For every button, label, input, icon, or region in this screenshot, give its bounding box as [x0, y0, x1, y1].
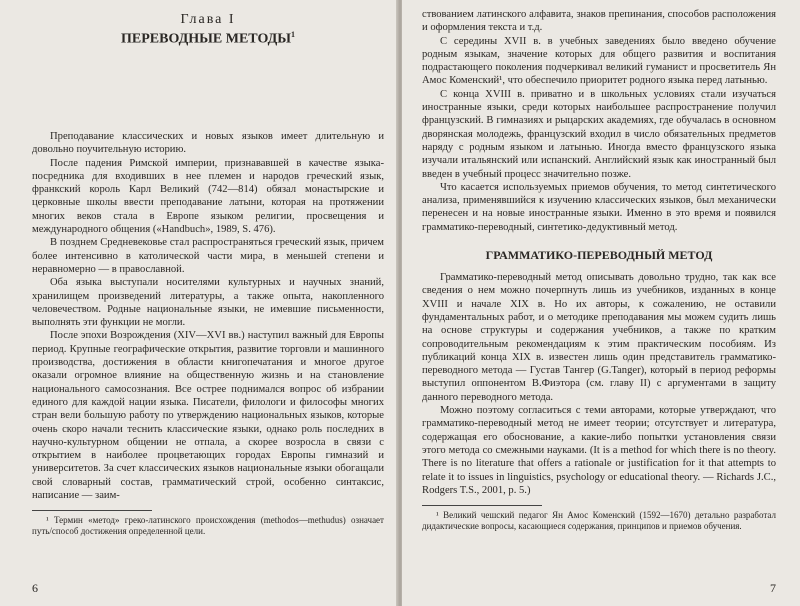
paragraph: Можно поэтому согласиться с теми авторами, которые утверждают, что грамматико-переводный метод не имеет теории; отсутствует и литература, содержащая его обоснование, а какие-либо попытки установления связи этого метода со смежными науками. (It is a method for which there is no theory. There is no literature that offers a rationale or justification for it that attempts to relate it to issues in linguistics, psychology or educational theory. — Richards J.C., Rodgers T.S., 2001, p. 5.) — [422, 405, 776, 496]
paragraph: С конца XVIII в. приватно и в школьных условиях стали изучаться иностранные языки, среди которых наибольшее распространение получил французский. В гимназиях и рыцарских академиях, где обучалась в основном дворянская молодежь, французский входил в число обязательных предметов наряду с родным языком и латынью. Иногда вместо французского языка изучали итальянский или испанский. Английский язык как иностранный был введен в учебный процесс значительно позже. — [422, 88, 776, 180]
paragraph: Что касается используемых приемов обучения, то метод синтетического анализа, применявшийся к изучению классических языков, был механически перенесен и на новые иностранные языки. Именно в это время и появился грамматико-переводный, синтетико-дедуктивный метод. — [422, 181, 776, 233]
paragraph: В позднем Средневековье стал распространяться греческий язык, причем более интенсивно в католической части мира, в меньшей степени и неравномерно — в православной. — [32, 237, 384, 275]
paragraph: Преподавание классических и новых языков имеет длительную и довольно поучительную историю. — [32, 131, 384, 156]
footnote-rule — [422, 505, 542, 506]
right-page — [402, 0, 800, 606]
paragraph: Оба языка выступали носителями культурных и научных знаний, хранилищем произведений литературы, а также опыта, накопленного человечеством. Родные национальные языки, не имевшие письменности, выполнять эти функции не могли. — [32, 277, 384, 329]
page-number: 6 — [32, 581, 38, 595]
chapter-number: Глава I — [180, 12, 236, 27]
chapter-title-footnote-mark: 1 — [291, 30, 296, 39]
paragraph: После эпохи Возрождения (XIV—XVI вв.) наступил важный для Европы период. Крупные географические открытия, развитие торговли и машинного производства, достижения в области книгопечатания и многое другое оказали огромное влияние на общественную жизнь и на становление национального самосознания. Все острее поднимался вопрос об избрании единого для каждой нации языка. Писатели, филологи и философы многих стран вели большую работу по утверждению национальных языков, которые очень скоро начали теснить классические языки, однако роль последних в научно-культурном общении не отпала, а скорее возросла в связи с открытием в наиболее процветающих городах Европы гимназий и университетов. За счет классических языков национальные языки обогащали свой словарный состав, грамматический строй, особенно синтаксис, написание — заим- — [32, 330, 384, 502]
paragraph: После падения Римской империи, признававшей в качестве языка-посредника для входивших в нее племен и народов греческий язык, франкский король Карл Великий (742—814) обязал монастырские и церковные школы ввести преподавание латыни, которая на протяжении многих веков стала в Европе языком религии, просвещения и международного общения («Handbuch», 1989, S. 476). — [32, 157, 384, 236]
chapter-title — [32, 30, 384, 48]
section-title: ГРАММАТИКО-ПЕРЕВОДНЫЙ МЕТОД — [485, 248, 713, 263]
chapter-heading-block — [32, 12, 384, 130]
page-number: 7 — [770, 581, 776, 595]
left-page — [0, 0, 398, 606]
footnote: ¹ Термин «метод» греко-латинского происхождения (methodos—methudus) означает путь/способ достижения определенной цели. — [32, 515, 384, 537]
footnote-rule — [32, 510, 152, 511]
paragraph: С середины XVII в. в учебных заведениях было введено обучение родным языкам, значение которых для общего развития и воспитания подрастающего поколения подчеркивал великий гуманист и просветитель Ян Амос Коменский¹, что обеспечило приоритет родного языка перед латынью. — [422, 35, 776, 87]
paragraph: Грамматико-переводный метод описывать довольно трудно, так как все сведения о нем можно почерпнуть лишь из учебников, изданных в конце XVIII и начале XIX в. Но их авторы, к сожалению, не оставили фундаментальных работ, и о методике преподавания мы можем судить лишь на основе структуры и содержания учебников, а также по кратким сопроводительным рекомендациям к этим практическим пособиям. Из публикаций конца XIX в. известен лишь один представитель грамматико-переводного метода — Густав Тангер (G.Tanger), который в период реформы выступил оппонентом В.Фиэтора (см. главу II) с аргументами в защиту данного переводного метода. — [422, 272, 776, 403]
footnote: ¹ Великий чешский педагог Ян Амос Коменский (1592—1670) детально разработал дидактические вопросы, касающиеся содержания, принципов и приемов обучения. — [422, 510, 776, 532]
paragraph: ствованием латинского алфавита, знаков препинания, способов расположения и оформления текста и т.д. — [422, 9, 776, 34]
chapter-title-text: ПЕРЕВОДНЫЕ МЕТОДЫ — [120, 31, 292, 47]
